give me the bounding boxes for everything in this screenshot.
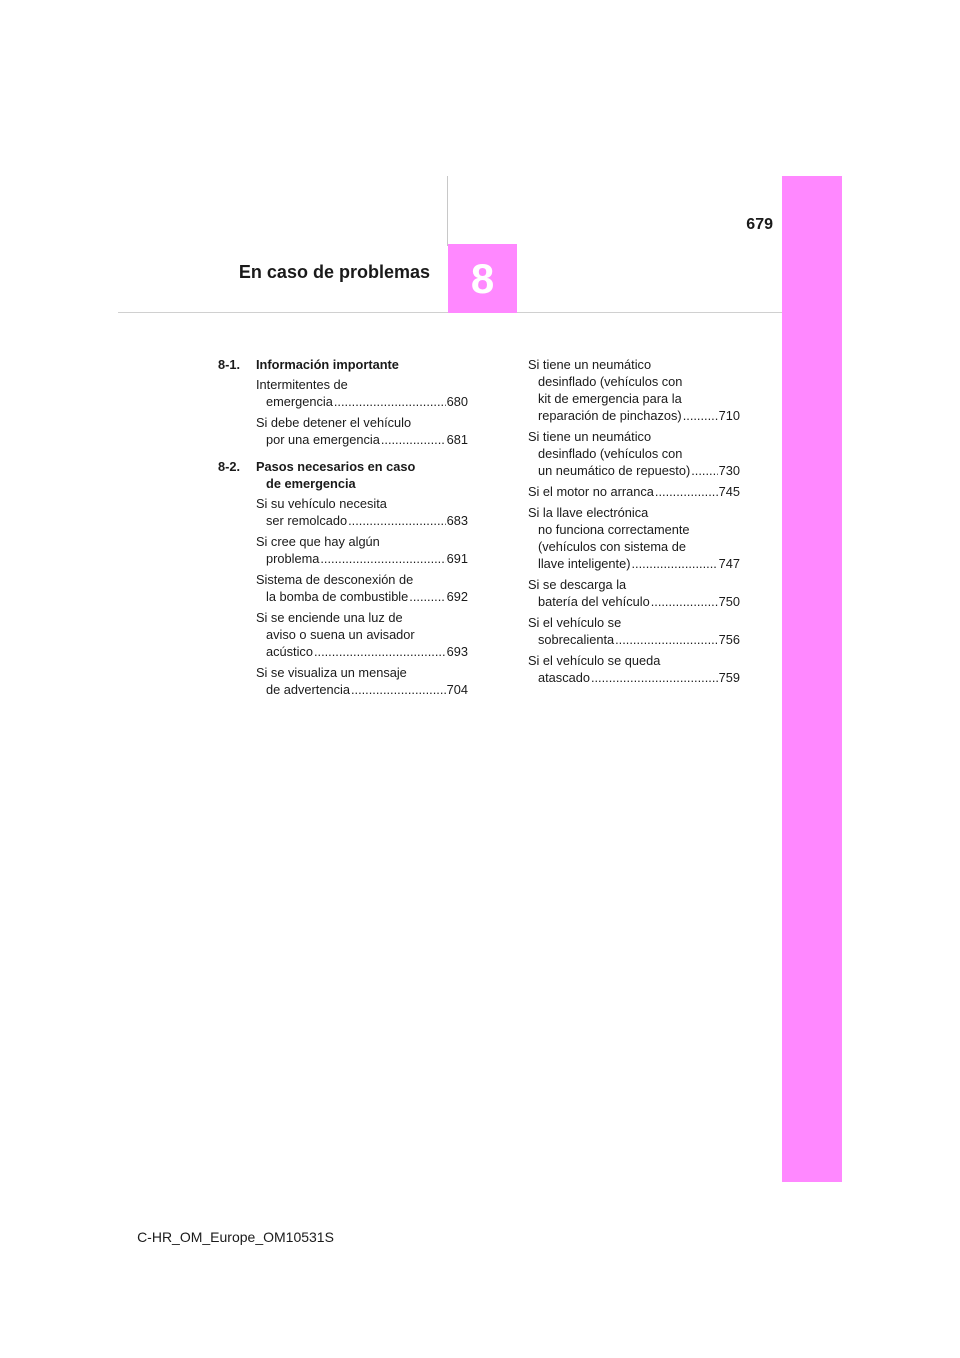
toc-entry[interactable] [528,614,740,648]
toc-entry[interactable] [256,414,468,448]
toc-entry-text: la bomba de combustible [266,589,409,604]
toc-entry[interactable] [256,571,468,605]
chapter-side-tab [782,176,842,1182]
toc-section [218,356,468,448]
dot-leader [381,431,446,448]
dot-leader [651,593,718,610]
toc-entry-text: por una emergencia [266,432,380,447]
toc-entry-line [528,669,740,686]
toc-entry-line: Si debe detener el vehículo [256,415,412,430]
toc-entry-line [528,631,740,648]
dot-leader [351,681,446,698]
toc-entry-line: aviso o suena un avisador [266,627,415,642]
dot-leader [409,588,445,605]
toc-entry-line: Si cree que hay algún [256,534,380,549]
toc-entry-line: Si se enciende una luz de [256,610,403,625]
section-heading[interactable] [218,356,468,373]
toc-page-number[interactable]: 693 [446,644,468,659]
toc-page-number[interactable]: 745 [718,484,740,499]
toc-entry[interactable] [256,609,468,660]
toc-page-number[interactable]: 691 [446,551,468,566]
toc-entry-line: Si tiene un neumático [528,357,652,372]
toc-entry[interactable] [528,356,740,424]
toc-entry[interactable] [528,652,740,686]
toc-entry-line: no funciona correctamente [538,522,690,537]
toc-entry-line: desinflado (vehículos con [538,374,683,389]
toc-column-right [528,356,740,690]
toc-page-number[interactable]: 704 [446,682,468,697]
toc-entry[interactable] [256,376,468,410]
dot-leader [320,550,445,567]
chapter-title: En caso de problemas [238,262,430,282]
dot-leader [314,643,446,660]
toc-page-number[interactable]: 750 [718,594,740,609]
toc-entry-text: atascado [538,670,590,685]
toc-entry-line: Si el vehículo se queda [528,653,661,668]
toc-entry-line [528,407,740,424]
dot-leader [348,512,446,529]
toc-entry-text: problema [266,551,320,566]
toc-entry[interactable] [528,483,740,500]
toc-entry-line: Si el vehículo se [528,615,622,630]
toc-entry-line [528,462,740,479]
toc-page-number[interactable]: 756 [718,632,740,647]
toc-page-number[interactable]: 747 [718,556,740,571]
toc-entry[interactable] [256,495,468,529]
toc-entry-line: Si la llave electrónica [528,505,649,520]
dot-leader [591,669,718,686]
toc-entry-line [256,431,468,448]
dot-leader [691,462,717,479]
toc-page-number[interactable]: 680 [446,394,468,409]
footer-doc-code: C-HR_OM_Europe_OM10531S [137,1229,334,1245]
toc-entry-line [528,483,740,500]
toc-entry-text: llave inteligente) [538,556,631,571]
toc-entry-text: sobrecalienta [538,632,615,647]
toc-page-number[interactable]: 710 [718,408,740,423]
toc-entry-text: un neumático de repuesto) [538,463,691,478]
toc-entry[interactable] [528,428,740,479]
toc-entry-text: batería del vehículo [538,594,650,609]
toc-entry-text: emergencia [266,394,333,409]
toc-entry-line: kit de emergencia para la [538,391,682,406]
section-number: 8-1. [218,357,241,372]
toc-entry[interactable] [528,576,740,610]
toc-entry-text: Si el motor no arranca [528,484,654,499]
toc-entry-line: Si se visualiza un mensaje [256,665,407,680]
toc-entry-text: de advertencia [266,682,350,697]
toc-entry-line [256,681,468,698]
toc-entry[interactable] [256,533,468,567]
section-heading[interactable] [218,458,468,492]
toc-entry-line [528,555,740,572]
header-divider-vertical [447,176,448,246]
section-title-line: Información importante [256,357,399,372]
toc-entry-line: Sistema de desconexión de [256,572,414,587]
toc-entry-line [256,643,468,660]
toc-column-left [218,356,468,708]
dot-leader [631,555,717,572]
toc-page-number[interactable]: 692 [446,589,468,604]
toc-entry-text: ser remolcado [266,513,348,528]
toc-entry[interactable] [256,664,468,698]
toc-page-number[interactable]: 683 [446,513,468,528]
toc-entry-line [256,512,468,529]
toc-entry-line: Si se descarga la [528,577,627,592]
toc-section [218,458,468,698]
dot-leader [615,631,718,648]
toc-entry-line [256,393,468,410]
section-title-line: de emergencia [266,476,356,491]
section-number: 8-2. [218,459,241,474]
chapter-number-badge: 8 [448,244,517,313]
toc-entry-line [256,588,468,605]
toc-page-number[interactable]: 681 [446,432,468,447]
toc-entry-line [256,550,468,567]
toc-entry-text: reparación de pinchazos) [538,408,682,423]
toc-entry-line: Si tiene un neumático [528,429,652,444]
toc-entry-line: Intermitentes de [256,377,348,392]
dot-leader [683,407,718,424]
toc-entry-line: Si su vehículo necesita [256,496,387,511]
toc-entry[interactable] [528,504,740,572]
section-title-line: Pasos necesarios en caso [256,459,416,474]
dot-leader [655,483,718,500]
page-number: 679 [746,216,773,233]
toc-entry-text: acústico [266,644,313,659]
section-entries [218,495,468,698]
section-title [256,458,468,492]
section-entries [218,376,468,448]
toc-entry-line: desinflado (vehículos con [538,446,683,461]
toc-page-number[interactable]: 759 [718,670,740,685]
toc-entry-line [528,593,740,610]
toc-entry-line: (vehículos con sistema de [538,539,686,554]
dot-leader [334,393,446,410]
toc-page-number[interactable]: 730 [718,463,740,478]
section-title [256,356,468,373]
